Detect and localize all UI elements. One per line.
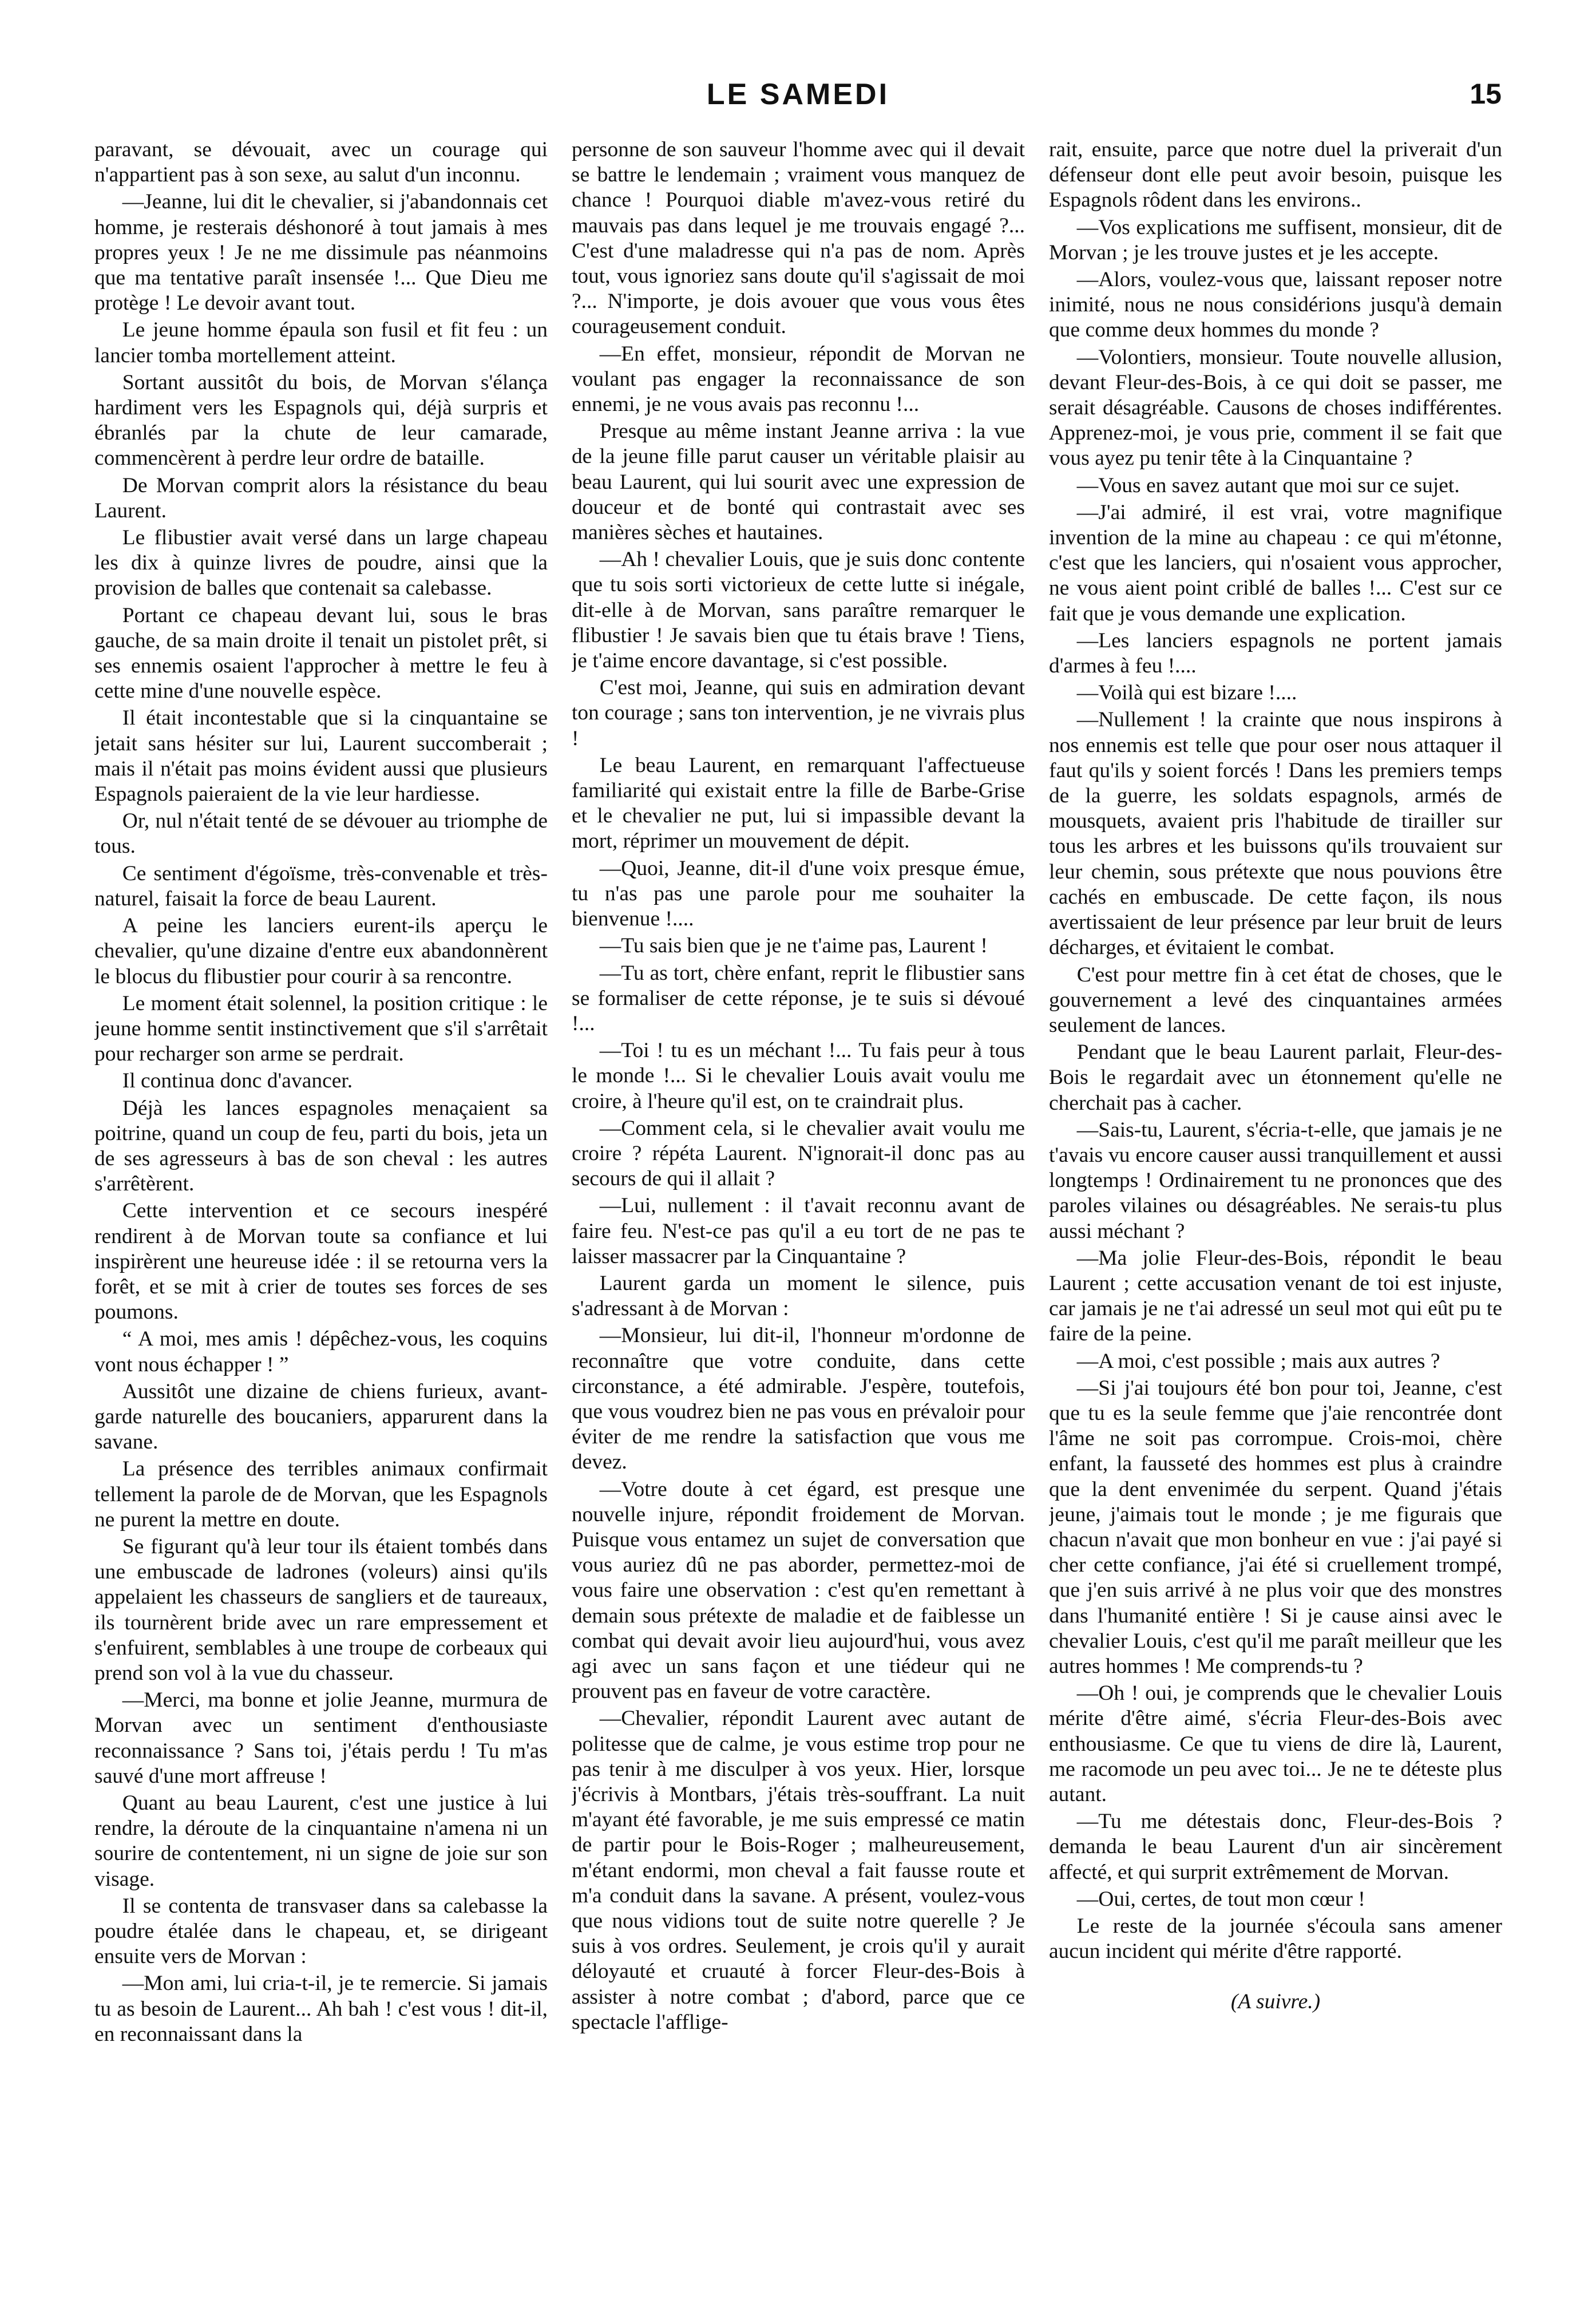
- paragraph: —Oh ! oui, je comprends que le chevalier Louis mérite d'être aimé, s'écria Fleur-des-Bois avec enthousiasme. Ce que tu viens de dire là, Laurent, me racomode un peu avec toi... Je ne te déteste plus autant.: [1049, 1681, 1502, 1806]
- paragraph: —Merci, ma bonne et jolie Jeanne, murmura de Morvan avec un sentiment d'enthousiaste reconnaissance ? Sans toi, j'étais perdu ! Tu m'as sauvé d'une mort affreuse !: [94, 1688, 548, 1788]
- paragraph: Il se contenta de transvaser dans sa calebasse la poudre étalée dans le chapeau, et, se dirigeant ensuite vers de Morvan :: [94, 1894, 548, 1969]
- paragraph: paravant, se dévouait, avec un courage qui n'appartient pas à son sexe, au salut d'un inconnu.: [94, 138, 548, 187]
- continued-note: (A suivre.): [1230, 1990, 1321, 2014]
- paragraph: Se figurant qu'à leur tour ils étaient tombés dans une embuscade de ladrones (voleurs) ainsi qu'ils appelaient les chasseurs de sangliers et de taureaux, ils tournèrent bride avec un rare empressement et s'enfuirent, semblables à une troupe de corbeaux qui prend son vol à la vue du chasseur.: [94, 1534, 548, 1685]
- paragraph: Laurent garda un moment le silence, puis s'adressant à de Morvan :: [572, 1271, 1025, 1321]
- paragraph: Déjà les lances espagnoles menaçaient sa poitrine, quand un coup de feu, parti du bois, jeta un de ses agresseurs à bas de son cheval : les autres s'arrêtèrent.: [94, 1096, 548, 1196]
- paragraph: —Comment cela, si le chevalier avait voulu me croire ? répéta Laurent. N'ignorait-il donc pas au secours de qui il allait ?: [572, 1116, 1025, 1191]
- paragraph: —Chevalier, répondit Laurent avec autant de politesse que de calme, je vous estime trop pour ne pas tenir à me disculper à vos yeux. Hier, lorsque j'écrivis à Montbars, j'étais très-souffrant. La nuit m'ayant été favorable, je me suis empressé ce matin de partir pour le Bois-Roger ; malheureusement, m'étant endormi, mon cheval a fait fausse route et m'a conduit dans la savane. A présent, voulez-vous que nous vidions tout de suite notre querelle ? Je suis à vos ordres. Seulement, je crois qu'il y aurait déloyauté et cruauté à forcer Fleur-des-Bois à assister à notre combat ; d'abord, parce que ce spectacle l'afflige-: [572, 1707, 1025, 2034]
- paragraph: —En effet, monsieur, répondit de Morvan ne voulant pas engager la reconnaissance de son ennemi, je ne vous avais pas reconnu !...: [572, 342, 1025, 417]
- paragraph: —Jeanne, lui dit le chevalier, si j'abandonnais cet homme, je resterais déshonoré à tout jamais à mes propres yeux ! Je ne me dissimule pas néanmoins que ma tentative paraît insensée !... Que Dieu me protège ! Le devoir avant tout.: [94, 190, 548, 315]
- paragraph: —Tu as tort, chère enfant, reprit le flibustier sans se formaliser de cette réponse, je te suis si dévoué !...: [572, 961, 1025, 1035]
- paragraph: —Monsieur, lui dit-il, l'honneur m'ordonne de reconnaître que votre conduite, dans cette circonstance, a été admirable. J'espère, toutefois, que vous voudrez bien ne pas vous en prévaloir pour éviter de me rendre la satisfaction que vous me devez.: [572, 1324, 1025, 1474]
- paragraph: Il était incontestable que si la cinquantaine se jetait sans hésiter sur lui, Laurent succomberait ; mais il n'était pas moins évident aussi que plusieurs Espagnols paieraient de la vie leur hardiesse.: [94, 706, 548, 806]
- paragraph: Aussitôt une dizaine de chiens furieux, avant-garde naturelle des boucaniers, apparurent dans la savane.: [94, 1379, 548, 1454]
- running-head: [94, 77, 1502, 123]
- paragraph: —Sais-tu, Laurent, s'écria-t-elle, que jamais je ne t'avais vu encore causer aussi tranquillement et aussi longtemps ! Ordinairement tu ne prononces que des paroles vilaines ou désagréables. Ne serais-tu plus aussi méchant ?: [1049, 1118, 1502, 1243]
- paragraph: —J'ai admiré, il est vrai, votre magnifique invention de la mine au chapeau : ce qui m'étonne, c'est que les lanciers, qui n'osaient vous approcher, ne vous aient point criblé de balles !... C'est sur ce fait que je vous demande une explication.: [1049, 500, 1502, 626]
- text-columns: [94, 137, 1502, 2289]
- paragraph: —Ah ! chevalier Louis, que je suis donc contente que tu sois sorti victorieux de cette lutte si inégale, dit-elle à de Morvan, sans paraître remarquer le flibustier ! Je savais bien que tu étais brave ! Tiens, je t'aime encore davantage, si c'est possible.: [572, 548, 1025, 673]
- paragraph: personne de son sauveur l'homme avec qui il devait se battre le lendemain ; vraiment vous manquez de chance ! Pourquoi diable m'avez-vous retiré du mauvais pas dans lequel je me trouvais engagé ?... C'est d'une maladresse qui n'a pas de nom. Après tout, vous ignoriez sans doute qu'il s'agissait de moi ?... N'importe, je dois avouer que vous vous êtes courageusement conduit.: [572, 138, 1025, 339]
- paragraph: —Ma jolie Fleur-des-Bois, répondit le beau Laurent ; cette accusation venant de toi est injuste, car jamais je ne t'ai adressé un seul mot qui eût pu te faire de la peine.: [1049, 1246, 1502, 1346]
- paragraph: —Alors, voulez-vous que, laissant reposer notre inimité, nous ne nous considérions jusqu'à demain que comme deux hommes du monde ?: [1049, 268, 1502, 342]
- paragraph: —Vos explications me suffisent, monsieur, dit de Morvan ; je les trouve justes et je les accepte.: [1049, 215, 1502, 264]
- paragraph: —Tu me détestais donc, Fleur-des-Bois ? demanda le beau Laurent d'un air sincèrement affecté, et qui surprit extrêmement de Morvan.: [1049, 1810, 1502, 1884]
- paragraph: Le beau Laurent, en remarquant l'affectueuse familiarité qui existait entre la fille de Barbe-Grise et le chevalier ne put, lui si impassible devant la mort, réprimer un mouvement de dépit.: [572, 753, 1025, 853]
- paragraph: A peine les lanciers eurent-ils aperçu le chevalier, qu'une dizaine d'entre eux abandonnèrent le blocus du flibustier pour courir à sa rencontre.: [94, 914, 548, 988]
- paragraph: “ A moi, mes amis ! dépêchez-vous, les coquins vont nous échapper ! ”: [94, 1327, 548, 1376]
- publication-title: LE SAMEDI: [706, 78, 890, 111]
- paragraph: —Mon ami, lui cria-t-il, je te remercie. Si jamais tu as besoin de Laurent... Ah bah ! c'est vous ! dit-il, en reconnaissant dans la: [94, 1972, 548, 2046]
- paragraph: —Volontiers, monsieur. Toute nouvelle allusion, devant Fleur-des-Bois, à ce qui doit se passer, me serait désagréable. Causons de choses indifférentes. Apprenez-moi, je vous prie, comment il se fait que vous ayez pu tenir tête à la Cinquantaine ?: [1049, 345, 1502, 470]
- paragraph: —Vous en savez autant que moi sur ce sujet.: [1076, 473, 1460, 497]
- paragraph: —Quoi, Jeanne, dit-il d'une voix presque émue, tu n'as pas une parole pour me souhaiter la bienvenue !....: [572, 856, 1025, 931]
- paragraph: —Votre doute à cet égard, est presque une nouvelle injure, répondit froidement de Morvan. Puisque vous entamez un sujet de conversation que vous auriez dû ne pas aborder, permettez-moi de vous faire une observation : c'est qu'en remettant à demain sous prétexte de maladie et de faiblesse un combat qui devait avoir lieu aujourd'hui, vous avez agi avec un sans façon et une tiédeur qui ne prouvent pas en faveur de votre caractère.: [572, 1477, 1025, 1704]
- paragraph: De Morvan comprit alors la résistance du beau Laurent.: [94, 473, 548, 523]
- paragraph: Le jeune homme épaula son fusil et fit feu : un lancier tomba mortellement atteint.: [94, 318, 548, 367]
- paragraph: —Toi ! tu es un méchant !... Tu fais peur à tous le monde !... Si le chevalier Louis avait voulu me croire, à l'heure qu'il est, on te craindrait plus.: [572, 1039, 1025, 1113]
- paragraph: Sortant aussitôt du bois, de Morvan s'élança hardiment vers les Espagnols qui, déjà surpris et ébranlés par la chute de leur camarade, commencèrent à perdre leur ordre de bataille.: [94, 370, 548, 470]
- paragraph: rait, ensuite, parce que notre duel la priverait d'un défenseur dont elle peut avoir besoin, puisque les Espagnols rôdent dans les environs..: [1049, 138, 1502, 212]
- column-3: [1049, 137, 1502, 2289]
- column-1: [94, 137, 548, 2289]
- paragraph: —Nullement ! la crainte que nous inspirons à nos ennemis est telle que pour oser nous attaquer il faut qu'ils y soient forcés ! Dans les premiers temps de la guerre, les soldats espagnols, armés de mousquets, avaient pris l'habitude de tirailler sur tous les arbres et les buissons qu'ils trouvaient sur leur chemin, sous prétexte que nous pouvions être cachés en embuscade. De cette façon, ils nous avertissaient de leur présence par leur bruit de leurs décharges, et évitaient le combat.: [1049, 708, 1502, 960]
- paragraph: —Tu sais bien que je ne t'aime pas, Laurent !: [599, 934, 988, 958]
- paragraph: La présence des terribles animaux confirmait tellement la parole de de Morvan, que les Espagnols ne purent la mettre en doute.: [94, 1457, 548, 1532]
- paragraph: —Les lanciers espagnols ne portent jamais d'armes à feu !....: [1049, 628, 1502, 678]
- paragraph: Le reste de la journée s'écoula sans amener aucun incident qui mérite d'être rapporté.: [1049, 1914, 1502, 1964]
- paragraph: —Si j'ai toujours été bon pour toi, Jeanne, c'est que tu es la seule femme que j'aie rencontrée dont l'âme ne soit pas corrompue. Crois-moi, chère enfant, la fausseté des hommes est plus à craindre que la dent envenimée du serpent. Quand j'étais jeune, j'aimais tout le monde ; je me figurais que chacun n'avait que mon bonheur en vue : j'ai payé si cher cette confiance, j'ai été si cruellement trompé, que j'en suis arrivé à ne plus voir que des monstres dans l'humanité entière ! Si je cause ainsi avec le chevalier Louis, c'est qu'il me paraît meilleur que les autres hommes ! Me comprends-tu ?: [1049, 1376, 1502, 1678]
- paragraph: —Voilà qui est bizare !....: [1076, 681, 1297, 705]
- paragraph: Presque au même instant Jeanne arriva : la vue de la jeune fille parut causer un véritable plaisir au beau Laurent, qui lui sourit avec une expression de douceur et de bonté qui contrastait avec ses manières sèches et hautaines.: [572, 420, 1025, 545]
- paragraph: Il continua donc d'avancer.: [122, 1069, 353, 1093]
- paragraph: —Lui, nullement : il t'avait reconnu avant de faire feu. N'est-ce pas qu'il a eu tort de ne pas te laisser massacrer par la Cinquantaine ?: [572, 1194, 1025, 1268]
- paragraph: —A moi, c'est possible ; mais aux autres ?: [1076, 1349, 1440, 1373]
- paragraph: Portant ce chapeau devant lui, sous le bras gauche, de sa main droite il tenait un pistolet prêt, si ses ennemis osaient l'approcher à mettre le feu à cette mine d'une nouvelle espèce.: [94, 603, 548, 703]
- page-number: 15: [1470, 78, 1502, 110]
- paragraph: Quant au beau Laurent, c'est une justice à lui rendre, la déroute de la cinquantaine n'amena ni un sourire de contentement, ni un signe de joie sur son visage.: [94, 1791, 548, 1891]
- paragraph: Le moment était solennel, la position critique : le jeune homme sentit instinctivement que s'il s'arrêtait pour recharger son arme se perdrait.: [94, 991, 548, 1066]
- paragraph: Or, nul n'était tenté de se dévouer au triomphe de tous.: [94, 809, 548, 858]
- paragraph: C'est moi, Jeanne, qui suis en admiration devant ton courage ; sans ton intervention, je ne vivrais plus !: [572, 676, 1025, 750]
- paragraph: Le flibustier avait versé dans un large chapeau les dix à quinze livres de poudre, ainsi que la provision de balles que contenait sa calebasse.: [94, 526, 548, 600]
- column-2: [572, 137, 1025, 2289]
- paragraph: Cette intervention et ce secours inespéré rendirent à de Morvan toute sa confiance et lui inspirèrent une heureuse idée : il se retourna vers la forêt, et se mit à crier de toutes ses forces de ses poumons.: [94, 1199, 548, 1324]
- paragraph: Pendant que le beau Laurent parlait, Fleur-des-Bois le regardait avec un étonnement qu'elle ne cherchait pas à cacher.: [1049, 1040, 1502, 1115]
- paragraph: Ce sentiment d'égoïsme, très-convenable et très-naturel, faisait la force de beau Laurent.: [94, 861, 548, 911]
- paragraph: —Oui, certes, de tout mon cœur !: [1076, 1887, 1365, 1911]
- paragraph: C'est pour mettre fin à cet état de choses, que le gouvernement a levé des cinquantaines armées seulement de lances.: [1049, 963, 1502, 1037]
